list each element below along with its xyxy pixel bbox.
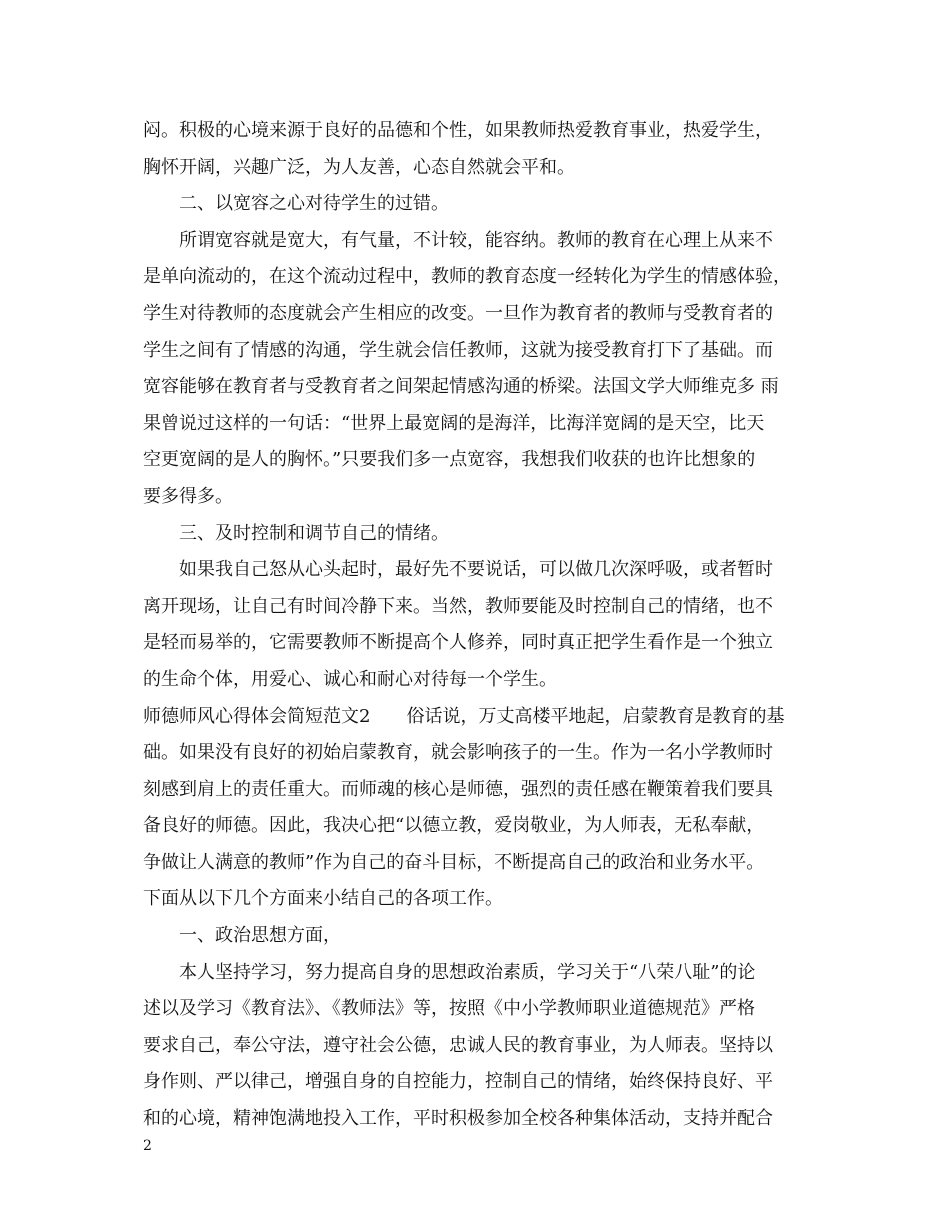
text-line-content: 刻感到肩上的责任重大。而师魂的核心是师德，强烈的责任感在鞭策着我们要具 <box>143 778 773 800</box>
text-line <box>143 662 813 699</box>
text-line-content: 空更宽阔的是人的胸怀。”只要我们多一点宽容，我想我们收获的也许比想象的 <box>143 449 756 471</box>
text-line <box>143 150 813 187</box>
text-line <box>143 589 813 626</box>
text-line-content: 所谓宽容就是宽大，有气量，不计较，能容纳。教师的教育在心理上从来不 <box>179 229 773 251</box>
text-line <box>143 442 813 479</box>
text-line <box>143 991 813 1028</box>
text-line-content: 述以及学习《教育法》、《教师法》等，按照《中小学教师职业道德规范》严格 <box>143 998 755 1020</box>
text-line-content: 身作则、严以律己，增强自身的自控能力，控制自己的情绪，始终保持良好、平 <box>143 1071 773 1093</box>
text-line <box>143 881 813 918</box>
text-line-content: 是轻而易举的，它需要教师不断提高个人修养，同时真正把学生看作是一个独立 <box>143 632 773 654</box>
text-line <box>143 1101 813 1138</box>
text-line <box>143 406 813 443</box>
text-line <box>143 296 813 333</box>
text-line <box>143 808 813 845</box>
text-line-content: 要多得多。 <box>143 485 233 507</box>
text-line-content: 三、及时控制和调节自己的情绪。 <box>179 522 449 544</box>
text-line <box>143 552 813 589</box>
text-line-content: 闷。积极的心境来源于良好的品德和个性，如果教师热爱教育事业，热爱学生， <box>143 120 773 141</box>
text-line-content: 二、以宽容之心对待学生的过错。 <box>179 193 449 215</box>
text-line-content: 师德师风心得体会简短范文2 <box>143 705 371 727</box>
text-line-content: 下面从以下几个方面来小结自己的各项工作。 <box>143 888 503 910</box>
text-line <box>143 516 813 553</box>
text-line <box>143 369 813 406</box>
body-text <box>143 113 813 1138</box>
text-line-content: 要求自己，奉公守法，遵守社会公德，忠诚人民的教育事业，为人师表。坚持以 <box>143 1034 773 1056</box>
text-line-tail: 俗话说，万丈高楼平地起，启蒙教育是教育的基 <box>406 705 785 727</box>
text-line <box>143 955 813 992</box>
text-line-content: 一、政治思想方面， <box>179 925 341 947</box>
text-line <box>143 186 813 223</box>
text-line-content: 和的心境，精神饱满地投入工作，平时积极参加全校各种集体活动，支持并配合 <box>143 1108 773 1130</box>
text-line-content: 宽容能够在教育者与受教育者之间架起情感沟通的桥梁。法国文学大师维克多 雨 <box>143 376 779 398</box>
text-line <box>143 625 813 662</box>
text-line-content: 的生命个体，用爱心、诚心和耐心对待每一个学生。 <box>143 668 557 690</box>
text-line <box>143 918 813 955</box>
text-line-content: 学生之间有了情感的沟通，学生就会信任教师，这就为接受教育打下了基础。而 <box>143 339 773 361</box>
text-line <box>143 223 813 260</box>
text-line <box>143 772 813 809</box>
text-line <box>143 1028 813 1065</box>
text-line <box>143 333 813 370</box>
text-line <box>143 259 813 296</box>
text-line-content: 果曾说过这样的一句话：“世界上最宽阔的是海洋，比海洋宽阔的是天空，比天 <box>143 412 765 434</box>
text-line <box>143 113 813 150</box>
page-number: 2 <box>143 1138 152 1154</box>
text-line-content: 争做让人满意的教师”作为自己的奋斗目标，不断提高自己的政治和业务水平。 <box>143 851 765 873</box>
text-line <box>143 479 813 516</box>
text-line-content: 胸怀开阔，兴趣广泛，为人友善，心态自然就会平和。 <box>143 156 575 178</box>
text-line <box>143 1064 813 1101</box>
text-line-content: 离开现场，让自己有时间冷静下来。当然，教师要能及时控制自己的情绪，也不 <box>143 595 773 617</box>
text-line <box>143 735 813 772</box>
text-line-content: 备良好的师德。因此，我决心把“以德立教，爱岗敬业，为人师表，无私奉献， <box>143 815 765 837</box>
text-line <box>143 699 813 736</box>
text-line-content: 本人坚持学习，努力提高自身的思想政治素质，学习关于“八荣八耻”的论 <box>179 961 756 983</box>
text-line-content: 础。如果没有良好的初始启蒙教育，就会影响孩子的一生。作为一名小学教师时 <box>143 742 773 764</box>
text-line-content: 学生对待教师的态度就会产生相应的改变。一旦作为教育者的教师与受教育者的 <box>143 302 773 324</box>
text-line <box>143 845 813 882</box>
text-line-content: 是单向流动的，在这个流动过程中，教师的教育态度一经转化为学生的情感体验， <box>143 266 791 288</box>
text-line-content: 如果我自己怒从心头起时，最好先不要说话，可以做几次深呼吸，或者暂时 <box>179 559 773 581</box>
